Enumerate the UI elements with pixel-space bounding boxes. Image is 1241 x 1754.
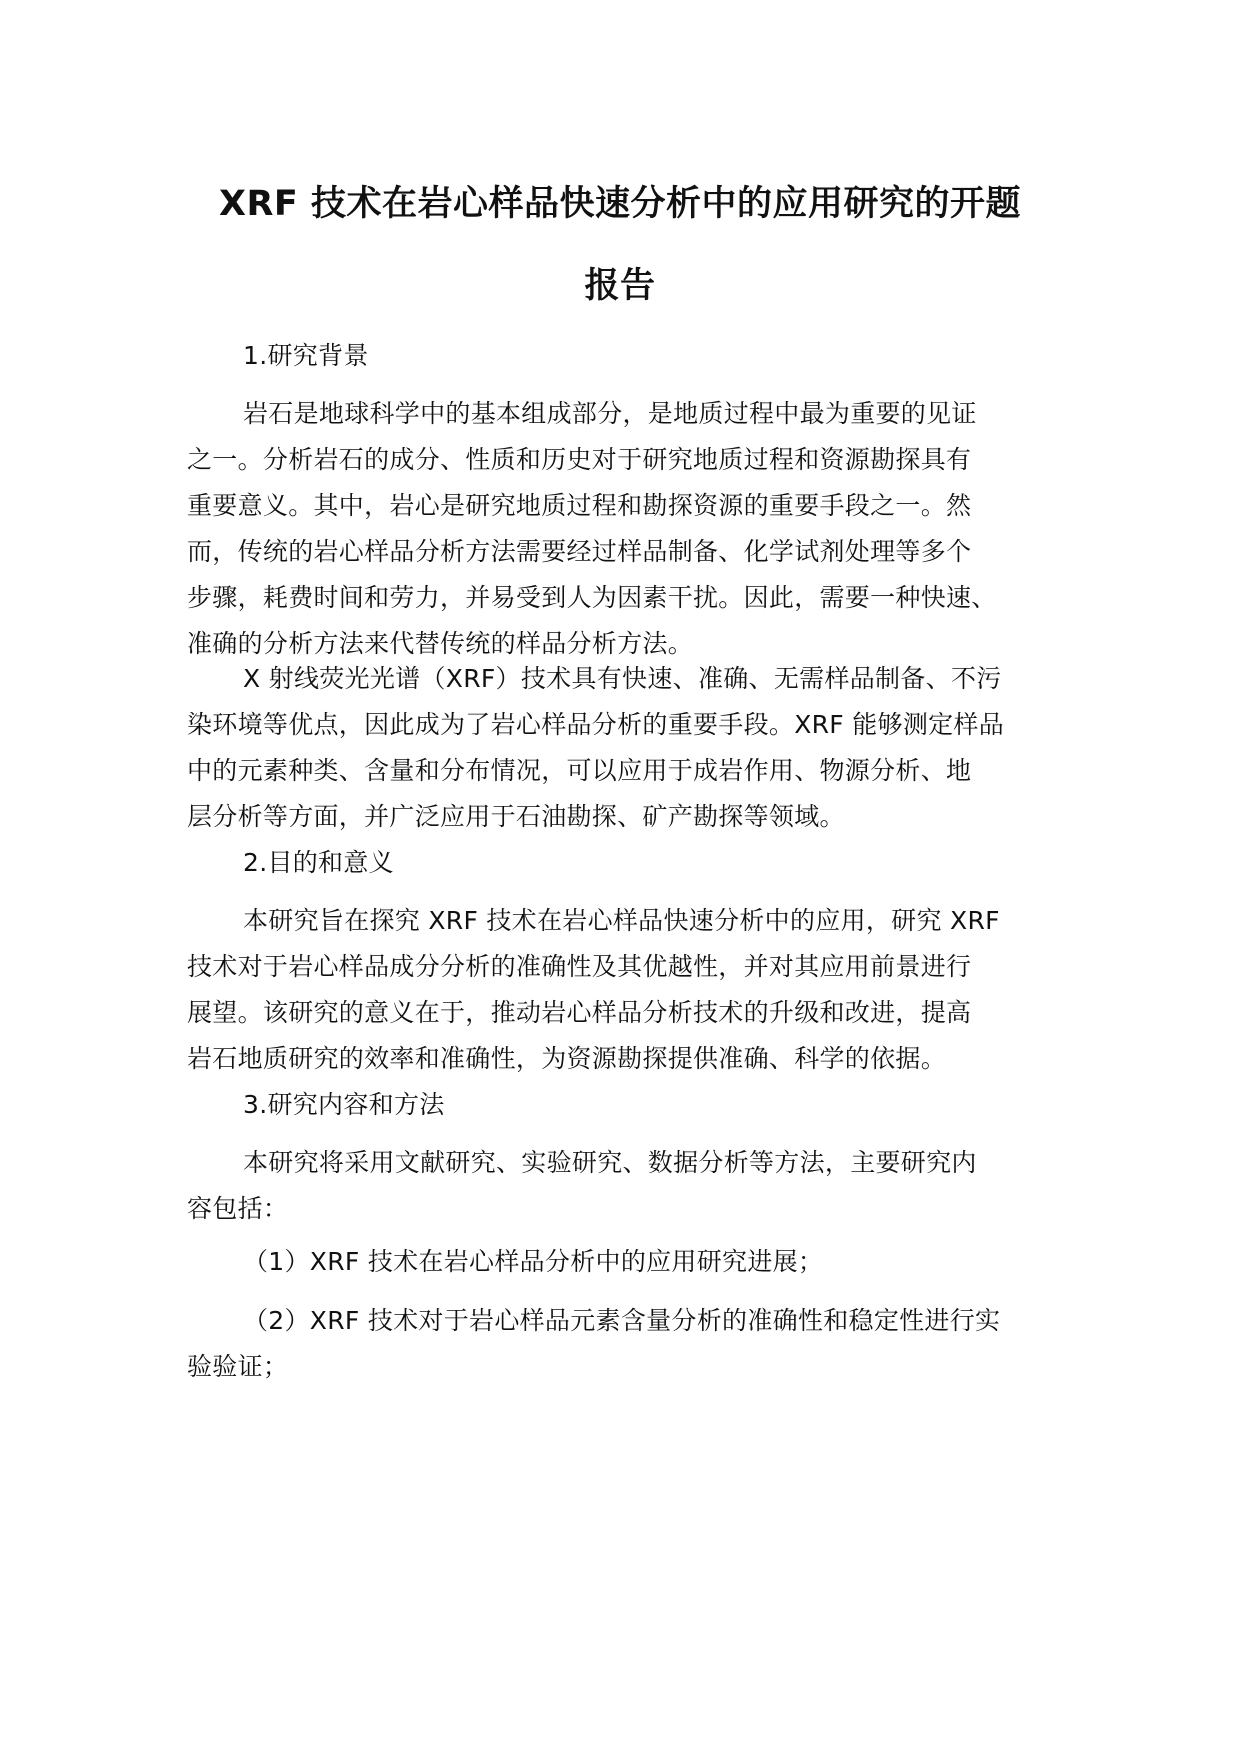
section-2-paragraph-1 <box>187 898 1067 1082</box>
list-item-line: （1）XRF 技术在岩心样品分析中的应用研究进展； <box>243 1247 824 1276</box>
paragraph-line: 本研究旨在探究 XRF 技术在岩心样品快速分析中的应用，研究 XRF <box>243 906 1000 935</box>
section-3-paragraph-1 <box>187 1140 1067 1232</box>
section-heading: 3.研究内容和方法 <box>243 1090 445 1119</box>
section-2-heading <box>187 840 1067 886</box>
section-heading: 1.研究背景 <box>243 341 369 370</box>
paragraph-line: 技术对于岩心样品成分分析的准确性及其优越性，并对其应用前景进行 <box>187 952 972 981</box>
section-3-item-2 <box>187 1298 1067 1390</box>
paragraph-line: 本研究将采用文献研究、实验研究、数据分析等方法，主要研究内 <box>243 1148 977 1177</box>
paragraph-line: 展望。该研究的意义在于，推动岩心样品分析技术的升级和改进，提高 <box>187 998 972 1027</box>
paragraph-line: 染环境等优点，因此成为了岩心样品分析的重要手段。XRF 能够测定样品 <box>187 710 1005 739</box>
paragraph-line: 步骤，耗费时间和劳力，并易受到人为因素干扰。因此，需要一种快速、 <box>187 583 997 612</box>
paragraph-line: 岩石是地球科学中的基本组成部分，是地质过程中最为重要的见证 <box>243 399 977 428</box>
section-heading: 2.目的和意义 <box>243 848 394 877</box>
section-3-item-1 <box>187 1239 1067 1285</box>
paragraph-line: 中的元素种类、含量和分布情况，可以应用于成岩作用、物源分析、地 <box>187 756 972 785</box>
paragraph-line: X 射线荧光光谱（XRF）技术具有快速、准确、无需样品制备、不污 <box>243 664 1002 693</box>
document-title-line-2: 报告 <box>584 266 656 306</box>
section-1-paragraph-1 <box>187 391 1067 667</box>
section-1-heading <box>187 333 1067 379</box>
paragraph-line: 容包括： <box>187 1194 289 1223</box>
paragraph-line: 准确的分析方法来代替传统的样品分析方法。 <box>187 629 694 658</box>
paragraph-line: 岩石地质研究的效率和准确性，为资源勘探提供准确、科学的依据。 <box>187 1044 947 1073</box>
list-item-line: 验验证； <box>187 1352 289 1381</box>
paragraph-line: 之一。分析岩石的成分、性质和历史对于研究地质过程和资源勘探具有 <box>187 445 972 474</box>
list-item-line: （2）XRF 技术对于岩心样品元素含量分析的准确性和稳定性进行实 <box>243 1306 1001 1335</box>
paragraph-line: 重要意义。其中，岩心是研究地质过程和勘探资源的重要手段之一。然 <box>187 491 972 520</box>
paragraph-line: 而，传统的岩心样品分析方法需要经过样品制备、化学试剂处理等多个 <box>187 537 972 566</box>
section-3-heading <box>187 1082 1067 1128</box>
paragraph-line: 层分析等方面，并广泛应用于石油勘探、矿产勘探等领域。 <box>187 802 845 831</box>
section-1-paragraph-2 <box>187 656 1067 840</box>
document-title-line-1: XRF 技术在岩心样品快速分析中的应用研究的开题 <box>218 184 1022 224</box>
